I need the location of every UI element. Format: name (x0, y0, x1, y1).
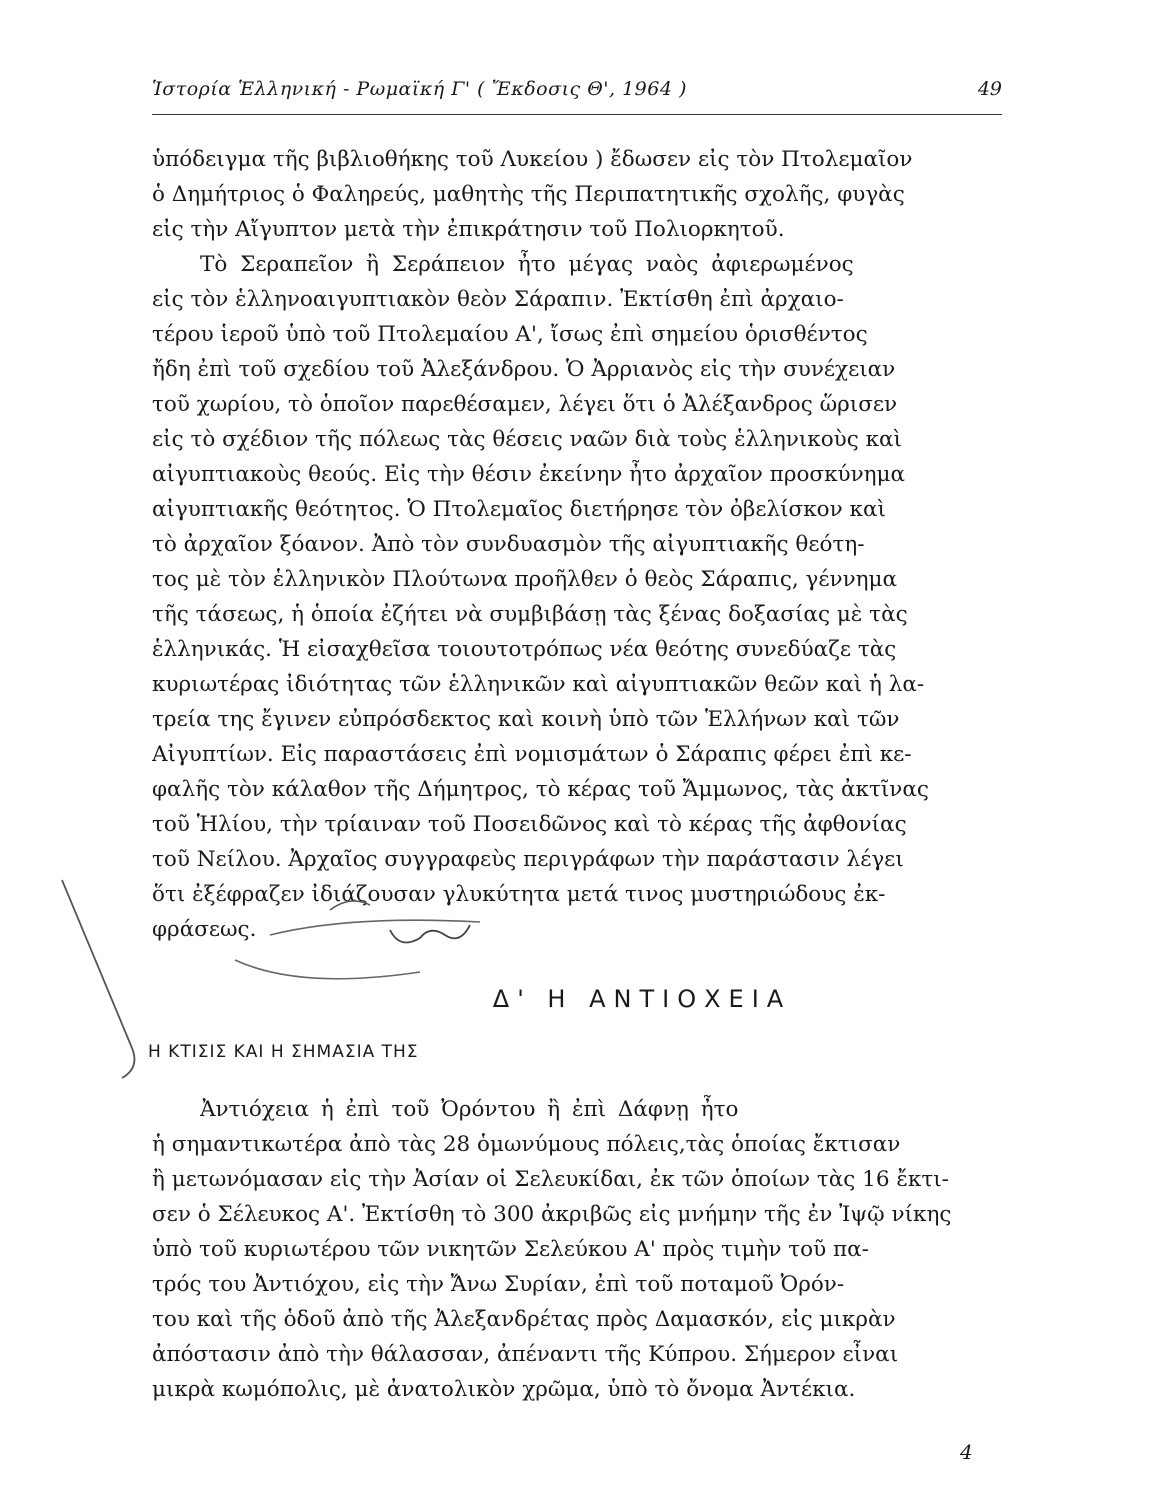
text-line: εἰς τὸν ἑλληνοαιγυπτιακὸν θεὸν Σάραπιν. Ἐκτίσθη ἐπὶ ἀρχαιο- (152, 287, 844, 312)
text-line: φαλῆς τὸν κάλαθον τῆς Δήμητρος, τὸ κέρας τοῦ Ἄμμωνος, τὰς ἀκτῖνας (152, 777, 929, 802)
text-line: τοῦ Νείλου. Ἀρχαῖος συγγραφεὺς περιγράφων τὴν παράστασιν λέγει (152, 847, 904, 872)
text-line: ὑπὸ τοῦ κυριωτέρου τῶν νικητῶν Σελεύκου Α' πρὸς τιμὴν τοῦ πα- (152, 1237, 869, 1262)
text-line: σεν ὁ Σέλευκος Α'. Ἐκτίσθη τὸ 300 ἀκριβῶς εἰς μνήμην τῆς ἐν Ἰψῷ νίκης (152, 1202, 952, 1227)
text-line: ὅτι ἐξέφραζεν ἰδιάζουσαν γλυκύτητα μετά τινος μυστηριώδους ἐκ- (152, 882, 886, 907)
pencil-stroke (62, 880, 134, 1078)
page-number: 49 (977, 78, 1002, 100)
header-title: Ἱστορία Ἑλληνική - Ρωμαϊκή Γ' ( Ἔκδοσις Θ', 1964 ) (152, 78, 687, 100)
text-line: Τὸ Σεραπεῖον ἢ Σεράπειον ἦτο μέγας ναὸς ἀφιερωμένος (200, 252, 854, 277)
text-line: τρός του Ἀντιόχου, εἰς τὴν Ἄνω Συρίαν, ἐπὶ τοῦ ποταμοῦ Ὀρόν- (152, 1272, 845, 1297)
text-line: τος μὲ τὸν ἑλληνικὸν Πλούτωνα προῆλθεν ὁ θεὸς Σάραπις, γέννημα (152, 567, 898, 592)
text-line: αἰγυπτιακῆς θεότητος. Ὁ Πτολεμαῖος διετήρησε τὸν ὀβελίσκον καὶ (152, 497, 886, 522)
text-line: ἀπόστασιν ἀπὸ τὴν θάλασσαν, ἀπέναντι τῆς Κύπρου. Σήμερον εἶναι (152, 1342, 899, 1367)
signature-mark: 4 (960, 1440, 973, 1464)
text-line: φράσεως. (152, 917, 257, 942)
text-line: Αἰγυπτίων. Εἰς παραστάσεις ἐπὶ νομισμάτων ὁ Σάραπις φέρει ἐπὶ κε- (152, 742, 912, 767)
text-line: του καὶ τῆς ὁδοῦ ἀπὸ τῆς Ἀλεξανδρέτας πρὸς Δαμασκόν, εἰς μικρὰν (152, 1307, 896, 1332)
text-line: τρεία της ἔγινεν εὐπρόσδεκτος καὶ κοινὴ ὑπὸ τῶν Ἑλλήνων καὶ τῶν (152, 707, 900, 732)
running-header (152, 78, 1002, 115)
text-line: ἑλληνικάς. Ἡ εἰσαχθεῖσα τοιουτοτρόπως νέα θεότης συνεδύαζε τὰς (152, 637, 897, 662)
text-line: τοῦ χωρίου, τὸ ὁποῖον παρεθέσαμεν, λέγει ὅτι ὁ Ἀλέξανδρος ὥρισεν (152, 392, 898, 417)
text-line: τοῦ Ἡλίου, τὴν τρίαιναν τοῦ Ποσειδῶνος καὶ τὸ κέρας τῆς ἀφθονίας (152, 812, 907, 837)
text-line: τὸ ἀρχαῖον ξόανον. Ἀπὸ τὸν συνδυασμὸν τῆς αἰγυπτιακῆς θεότη- (152, 532, 865, 557)
text-line: εἰς τὸ σχέδιον τῆς πόλεως τὰς θέσεις ναῶν διὰ τοὺς ἑλληνικοὺς καὶ (152, 427, 902, 452)
text-line: Ἀντιόχεια ἡ ἐπὶ τοῦ Ὀρόντου ἢ ἐπὶ Δάφνῃ ἦτο (200, 1097, 739, 1122)
subheading: Η ΚΤΙΣΙΣ ΚΑΙ Η ΣΗΜΑΣΙΑ ΤΗΣ (148, 1042, 419, 1062)
text-line: ὁ Δημήτριος ὁ Φαληρεύς, μαθητὴς τῆς Περιπατητικῆς σχολῆς, φυγὰς (152, 182, 905, 207)
text-line: εἰς τὴν Αἴγυπτον μετὰ τὴν ἐπικράτησιν τοῦ Πολιορκητοῦ. (152, 217, 785, 242)
text-line: ὑπόδειγμα τῆς βιβλιοθήκης τοῦ Λυκείου ) ἔδωσεν εἰς τὸν Πτολεμαῖον (152, 147, 913, 172)
section-title: Δ' Η ΑΝΤΙΟΧΕΙΑ (492, 985, 792, 1013)
text-line: ἤδη ἐπὶ τοῦ σχεδίου τοῦ Ἀλεξάνδρου. Ὁ Ἀρριανὸς εἰς τὴν συνέχειαν (152, 357, 896, 382)
text-line: τῆς τάσεως, ἡ ὁποία ἐζήτει νὰ συμβιβάσῃ τὰς ξένας δοξασίας μὲ τὰς (152, 602, 908, 627)
text-line: αἰγυπτιακοὺς θεούς. Εἰς τὴν θέσιν ἐκείνην ἦτο ἀρχαῖον προσκύνημα (152, 462, 906, 487)
text-line: τέρου ἱεροῦ ὑπὸ τοῦ Πτολεμαίου Α', ἴσως ἐπὶ σημείου ὁρισθέντος (152, 322, 868, 347)
text-line: ἡ σημαντικωτέρα ἀπὸ τὰς 28 ὁμωνύμους πόλεις,τὰς ὁποίας ἔκτισαν (152, 1132, 901, 1157)
text-line: μικρὰ κωμόπολις, μὲ ἀνατολικὸν χρῶμα, ὑπὸ τὸ ὄνομα Ἀντέκια. (152, 1377, 856, 1402)
text-line: ἢ μετωνόμασαν εἰς τὴν Ἀσίαν οἱ Σελευκίδαι, ἐκ τῶν ὁποίων τὰς 16 ἔκτι- (152, 1167, 949, 1192)
text-line: κυριωτέρας ἰδιότητας τῶν ἑλληνικῶν καὶ αἰγυπτιακῶν θεῶν καὶ ἡ λα- (152, 672, 925, 697)
